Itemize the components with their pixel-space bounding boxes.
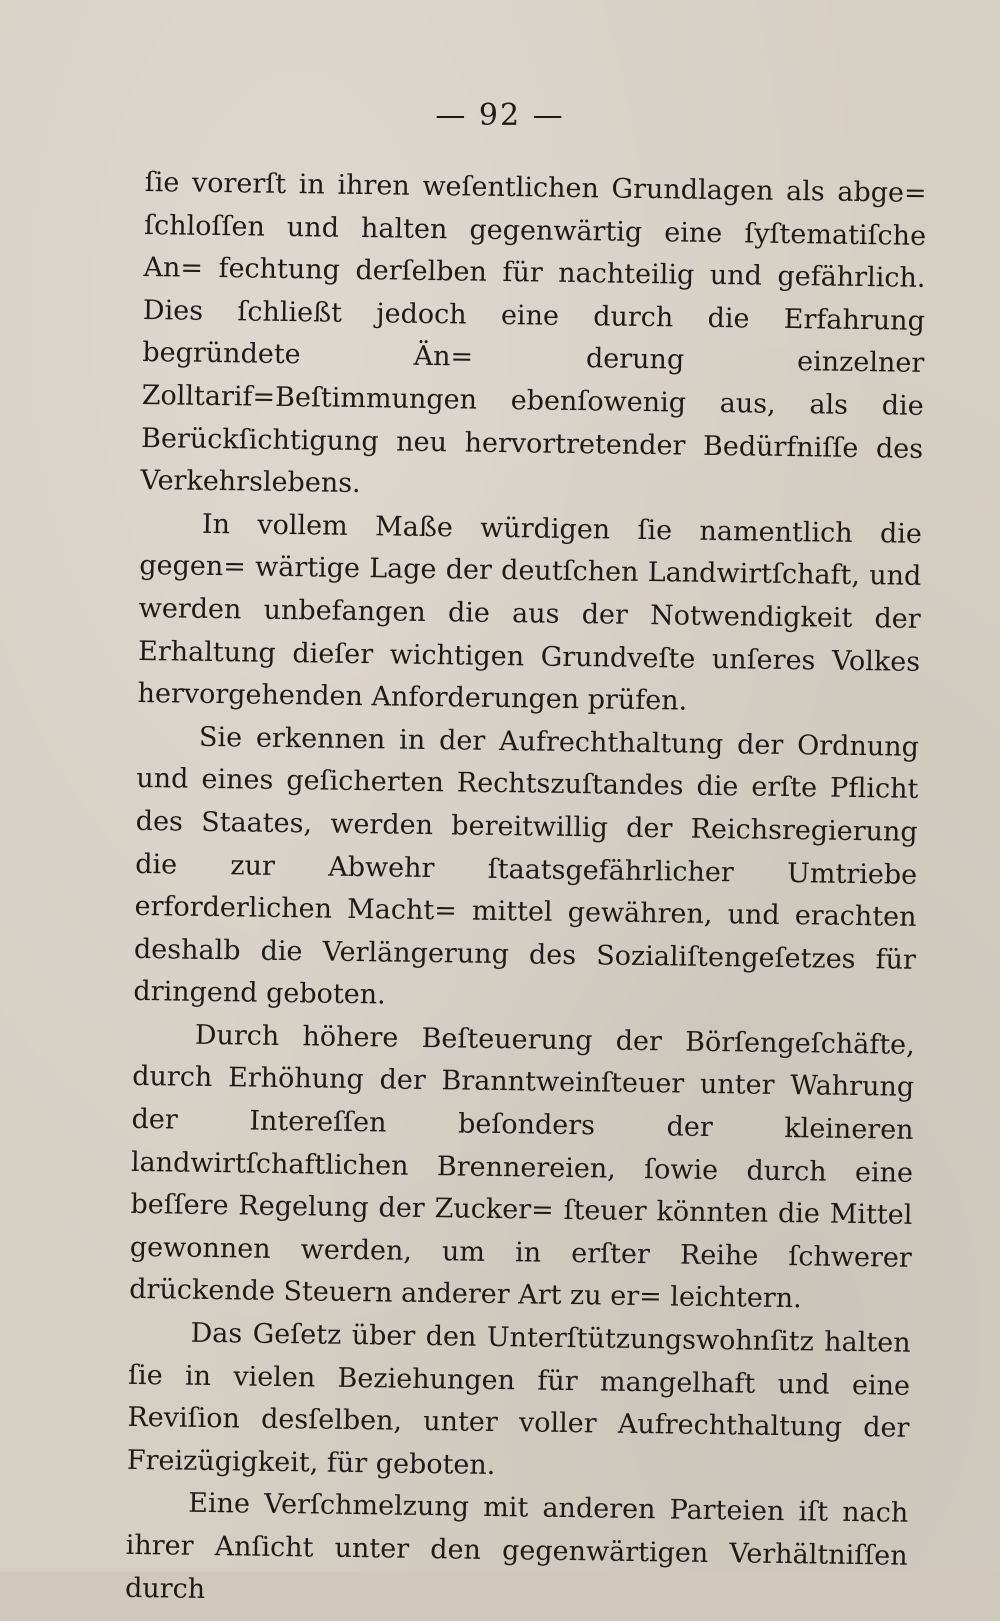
paragraph-2: In vollem Maße würdigen ſie namentlich die gegen= wärtige Lage der deutſchen Landwirtſchaft, und werden unbefangen die aus der Notwendigkeit der Erhaltung dieſer wichtigen Grundveſte unſeres Volkes hervorgehenden Anforderungen prüfen. xyxy=(137,508,923,717)
paragraph-6: Eine Verſchmelzung mit anderen Parteien iſt nach ihrer Anſicht unter den gegenwärtigen Verhältniſſen durch xyxy=(124,1488,909,1605)
paragraph-3: Sie erkennen in der Aufrechthaltung der Ordnung und eines geſicherten Rechtszuſtandes die erſte Pflicht des Staates, werden bereitwillig der Reichsregierung die zur Abwehr ſtaatsgefährlicher Umtriebe erforderlichen Macht= mittel gewähren, und erachten deshalb die Verlängerung des Sozialiſtengeſetzes für dringend geboten. xyxy=(133,721,920,1011)
page-number: — 92 — xyxy=(435,98,565,133)
paragraph-5: Das Geſetz über den Unterſtützungswohnſitz halten ſie in vielen Beziehungen für mangelhaft und eine Reviſion desſelben, unter voller Aufrechthaltung der Freizügigkeit, für geboten. xyxy=(126,1317,911,1481)
paragraph-4: Durch höhere Beſteuerung der Börſengeſchäfte, durch Erhöhung der Branntweinſteuer unter Wahrung der Intereſſen beſonders der kleineren landwirtſchaftlichen Brennereien, ſowie durch eine beſſere Regelung der Zucker= ſteuer könnten die Mittel gewonnen werden, um in erſter Reihe ſchwerer drückende Steuern anderer Art zu er= leichtern. xyxy=(129,1019,915,1315)
paragraph-1: ſie vorerſt in ihren weſentlichen Grundlagen als abge= ſchloſſen und halten gegenwärtig eine ſyſtematiſche An= fechtung derſelben für nachteilig und gefährlich. Dies ſchließt jedoch eine durch die Erfahrung begründete Än= derung einzelner Zolltarif=Beſtimmungen ebenſowenig aus, als die Berückſichtigung neu hervortretender Bedürfniſſe des Verkehrslebens. xyxy=(140,166,927,500)
body-text xyxy=(125,162,927,1621)
